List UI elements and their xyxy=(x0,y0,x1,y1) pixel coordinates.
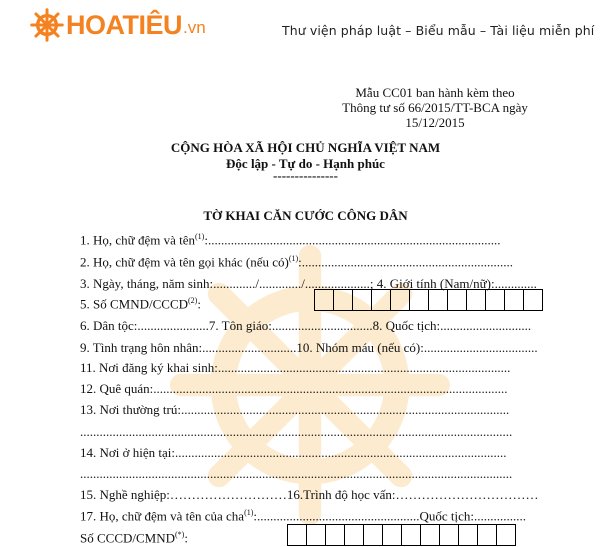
id-number-boxes[interactable] xyxy=(314,289,543,311)
field-current-residence-line-2[interactable]: ..................................................................................................................................... xyxy=(80,466,513,481)
field-id-number[interactable] xyxy=(80,296,201,312)
field-label: 1. Họ, chữ đệm và tên xyxy=(80,232,195,248)
hoatieu-logo[interactable] xyxy=(30,8,206,42)
footnote-mark: (*) xyxy=(175,530,185,539)
field-colon: : xyxy=(184,530,188,546)
fill-dots: :..................................................Quốc tịch:................ xyxy=(253,508,527,524)
field-label: 2. Họ, chữ đệm và tên gọi khác (nếu có) xyxy=(80,254,289,270)
fill-dots: :................................................................. xyxy=(298,254,514,270)
brand-name: HOATIÊU xyxy=(66,9,182,40)
field-other-name[interactable] xyxy=(80,254,513,270)
form-ref-line-2: Thông tư số 66/2015/TT-BCA ngày xyxy=(342,100,528,115)
field-colon: : xyxy=(197,296,201,312)
ship-wheel-icon xyxy=(30,8,64,42)
field-current-residence[interactable]: 14. Nơi ở hiện tại:...................................................................................................... xyxy=(80,445,507,460)
field-ethnicity-religion-nationality[interactable]: 6. Dân tộc:......................7. Tôn giáo:...............................8. Quốc tịch:............................ xyxy=(80,318,532,333)
document-title: TỜ KHAI CĂN CƯỚC CÔNG DÂN xyxy=(203,208,408,223)
form-ref-line-3: 15/12/2015 xyxy=(405,115,465,130)
footnote-mark: (1) xyxy=(195,232,205,241)
form-reference xyxy=(320,85,550,130)
form-ref-line-1: Mẫu CC01 ban hành kèm theo xyxy=(355,85,515,100)
field-label: 17. Họ, chữ đệm và tên của cha xyxy=(80,508,245,524)
field-permanent-residence[interactable]: 13. Nơi thường trú:..................................................................................................... xyxy=(80,402,510,417)
field-dob-gender[interactable]: 3. Ngày, tháng, năm sinh:............./............./....................; 4. Giới tính (Nam/nữ):............. xyxy=(80,276,537,291)
field-father-id[interactable] xyxy=(80,530,188,546)
field-full-name[interactable] xyxy=(80,232,500,248)
father-id-boxes[interactable] xyxy=(287,524,516,546)
field-occupation-education[interactable]: 15. Nghề nghiệp:………………………16.Trình độ học vấn:…………………………… xyxy=(80,487,539,502)
field-permanent-residence-line-2[interactable]: ..................................................................................................................................... xyxy=(80,424,513,439)
site-tagline: Thư viện pháp luật – Biểu mẫu – Tài liệu miễn phí xyxy=(282,23,595,38)
field-father-name[interactable] xyxy=(80,508,526,524)
national-title: CỘNG HÒA XÃ HỘI CHỦ NGHĨA VIỆT NAM xyxy=(170,140,441,155)
footnote-mark: (1) xyxy=(288,254,299,263)
footnote-mark: (2) xyxy=(188,296,198,305)
fill-dots: :.......................................................................................... xyxy=(204,232,501,248)
field-marital-blood[interactable]: 9. Tình trạng hôn nhân:.............................10. Nhóm máu (nếu có):................................... xyxy=(80,340,538,355)
national-motto: Độc lập - Tự do - Hạnh phúc xyxy=(226,156,385,171)
field-hometown[interactable]: 12. Quê quán:............................................................................................................. xyxy=(80,381,508,396)
brand-tld: .vn xyxy=(183,18,206,37)
footnote-mark: (1) xyxy=(244,508,254,517)
motto-underline: --------------- xyxy=(273,168,338,183)
field-birth-registration[interactable]: 11. Nơi đăng ký khai sinh:.......................................................................................... xyxy=(80,360,511,375)
field-label: 5. Số CMND/CCCD xyxy=(80,296,188,312)
field-label: Số CCCD/CMND xyxy=(80,530,175,546)
